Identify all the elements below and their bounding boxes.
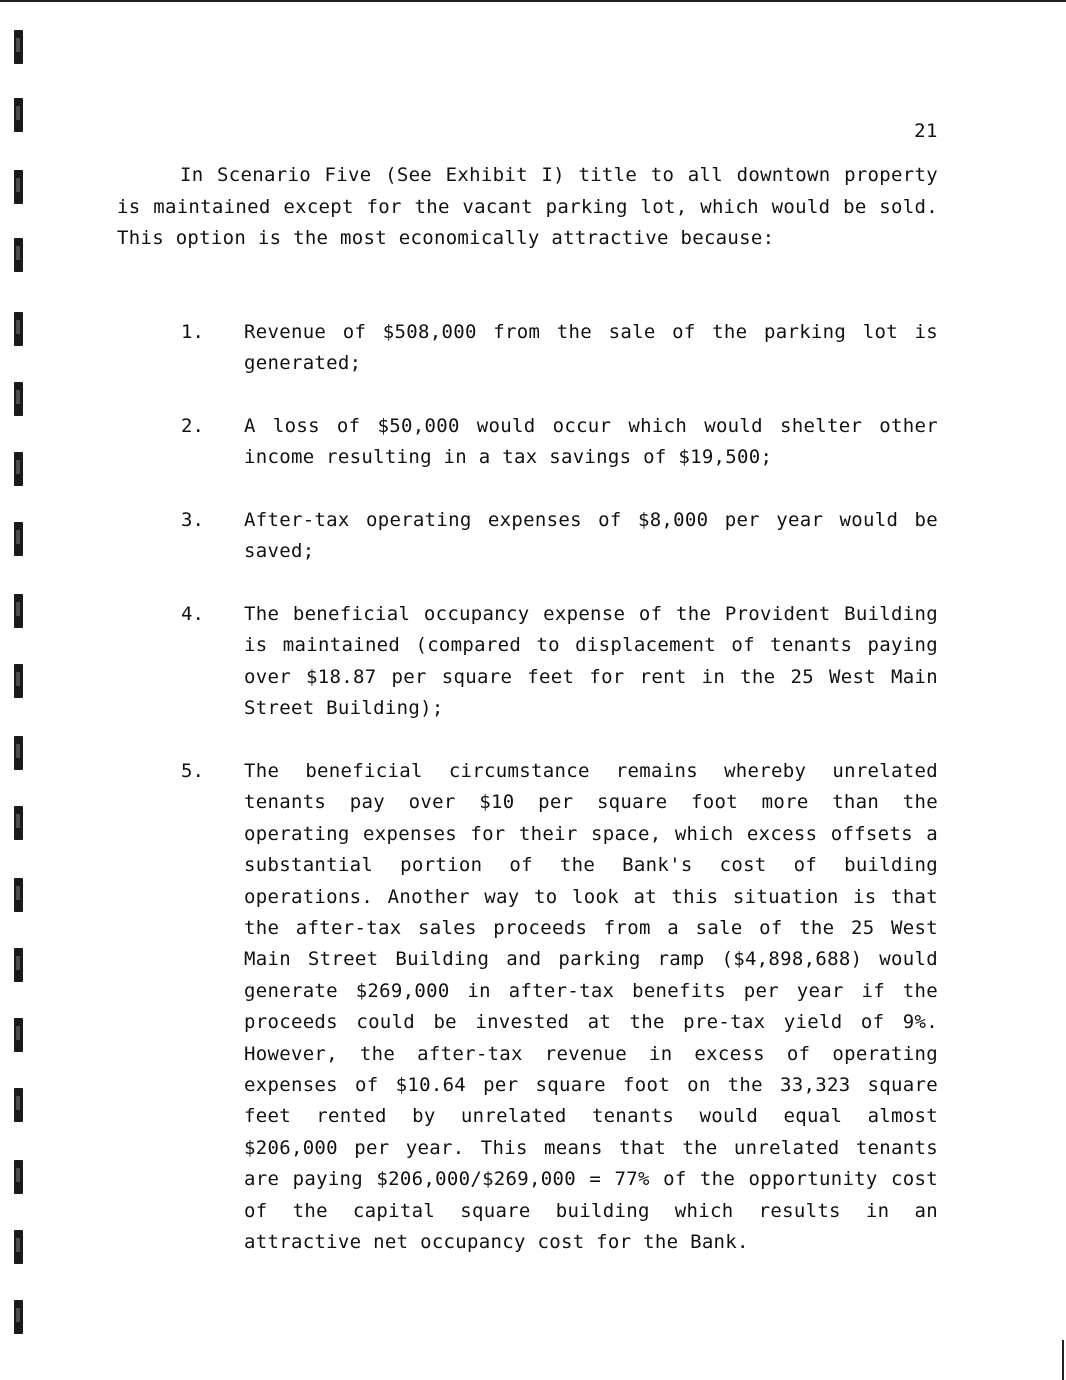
- list-item-text: The beneficial occupancy expense of the Provident Building is maintained (compared to displacement of tenants paying over $18.87 per square feet for rent in the 25 West Main Street Building);: [244, 603, 938, 720]
- list-item: [181, 317, 938, 380]
- list-item-number: 5.: [181, 760, 204, 782]
- list-item-number: 1.: [181, 321, 204, 343]
- list-item: [181, 599, 938, 725]
- intro-paragraph: In Scenario Five (See Exhibit I) title to all downtown property is maintained except for the vacant parking lot, which would be sold. This option is the most economically attractive because:: [117, 164, 938, 249]
- list-item-text: Revenue of $508,000 from the sale of the parking lot is generated;: [244, 321, 938, 375]
- binding-hole-mark: [14, 522, 23, 556]
- binding-hole-mark: [14, 948, 23, 982]
- binding-hole-mark: [14, 30, 23, 64]
- binding-hole-mark: [14, 1160, 23, 1194]
- list-item-text: The beneficial circumstance remains whereby unrelated tenants pay over $10 per square foot more than the operating expenses for their space, which excess offsets a substantial portion of the Bank's cost of building operations. Another way to look at this situation is that the after-tax sales proceeds from a sale of the 25 West Main Street Building and parking ramp ($4,898,688) would generate $269,000 in after-tax benefits per year if the proceeds could be invested at the pre-tax yield of 9%. However, the after-tax revenue in excess of operating expenses of $10.64 per square foot on the 33,323 square feet rented by unrelated tenants would equal almost $206,000 per year. This means that the unrelated tenants are paying $206,000/$269,000 = 77% of the opportunity cost of the capital square building which results in an attractive net occupancy cost for the Bank.: [244, 760, 938, 1254]
- page-number: 21: [914, 120, 938, 142]
- binding-hole-mark: [14, 170, 23, 204]
- binding-hole-mark: [14, 1300, 23, 1334]
- binding-hole-mark: [14, 878, 23, 912]
- top-border-line: [0, 0, 1066, 2]
- list-item-number: 2.: [181, 415, 204, 437]
- binding-hole-mark: [14, 98, 23, 132]
- list-item-text: A loss of $50,000 would occur which would shelter other income resulting in a tax savings of $19,500;: [244, 415, 938, 469]
- binding-hole-mark: [14, 806, 23, 840]
- list-item-text: After-tax operating expenses of $8,000 per year would be saved;: [244, 509, 938, 563]
- binding-hole-mark: [14, 664, 23, 698]
- binding-hole-mark: [14, 452, 23, 486]
- right-border-line: [1062, 1340, 1064, 1380]
- list-item-number: 4.: [181, 603, 204, 625]
- binding-hole-mark: [14, 1230, 23, 1264]
- list-item: [181, 756, 938, 1259]
- binding-hole-mark: [14, 312, 23, 346]
- binding-hole-mark: [14, 594, 23, 628]
- binding-hole-mark: [14, 382, 23, 416]
- binding-hole-mark: [14, 238, 23, 272]
- binding-hole-mark: [14, 736, 23, 770]
- binding-hole-mark: [14, 1088, 23, 1122]
- list-item: [181, 411, 938, 474]
- list-item: [181, 505, 938, 568]
- list-item-number: 3.: [181, 509, 204, 531]
- binding-hole-mark: [14, 1018, 23, 1052]
